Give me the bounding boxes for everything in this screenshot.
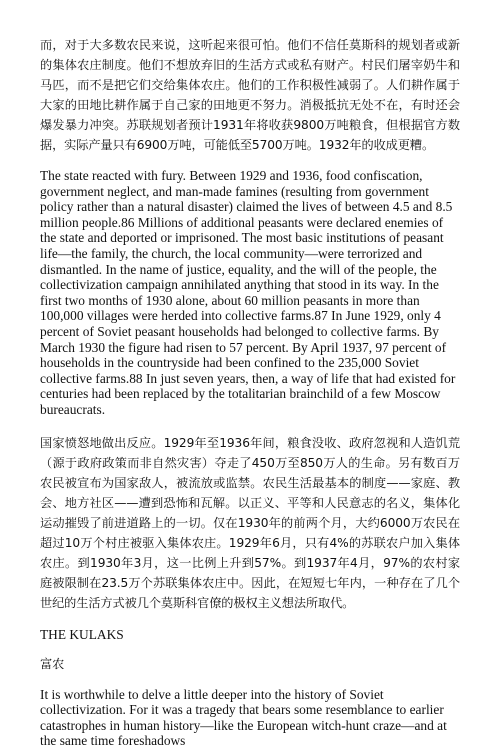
document-page [40,0,460,749]
paragraph-zh-1: 而，对于大多数农民来说，这听起来很可怕。他们不信任莫斯科的规划者或新的集体农庄制度。他们不想放弃旧的生活方式或私有财产。村民们屠宰奶牛和马匹，而不是把它们交给集体农庄。他们的工作积极性减弱了。人们耕作属于大家的田地比耕作属于自己家的田地更不努力。消极抵抗无处不在，有时还会爆发暴力冲突。苏联规划者预计1931年将收获9800万吨粮食，但根据官方数据，实际产量只有6900万吨，可能低至5700万吨。1932年的收成更糟。 [40,38,460,152]
section-heading-zh: 富农 [40,656,65,671]
paragraph-en-2: It is worthwhile to delve a little deeper into the history of Soviet collectivization. For it was a tragedy that bears some resemblance to earlier catastrophes in human history—like the European witch-hunt craze—and at the same time foreshadows [40,686,447,749]
section-heading-en: THE KULAKS [40,626,124,642]
paragraph-en-1: The state reacted with fury. Between 1929 and 1936, food confiscation, government neglect, and man-made famines (resulting from government policy rather than a natural disaster) claimed the lives of between 4.5 and 8.5 million people.86 Millions of additional peasants were declared enemies of the state and deported or imprisoned. The most basic institutions of peasant life—the family, the church, the local community—were terrorized and dismantled. In the name of justice, equality, and the will of the people, the collectivization campaign annihilated anything that stood in its way. In the first two months of 1930 alone, about 60 million peasants in more than 100,000 villages were herded into collective farms.87 In June 1929, only 4 percent of Soviet peasant households had belonged to collective farms. By March 1930 the figure had risen to 57 percent. By April 1937, 97 percent of households in the countryside had been confined to the 235,000 Soviet collective farms.88 In just seven years, then, a way of life that had existed for centuries had been replaced by the totalitarian brainchild of a few Moscow bureaucrats. [40,168,456,417]
paragraph-zh-2: 国家愤怒地做出反应。1929年至1936年间，粮食没收、政府忽视和人造饥荒（源于政府政策而非自然灾害）夺走了450万至850万人的生命。另有数百万农民被宣布为国家敌人，被流放或监禁。农民生活最基本的制度——家庭、教会、地方社区——遭到恐怖和瓦解。以正义、平等和人民意志的名义，集体化运动摧毁了前进道路上的一切。仅在1930年的前两个月，大约6000万农民在超过10万个村庄被驱入集体农庄。1929年6月，只有4%的苏联农户加入集体农庄。到1930年3月，这一比例上升到57%。到1937年4月，97%的农村家庭被限制在23.5万个苏联集体农庄中。因此，在短短七年内，一种存在了几个世纪的生活方式被几个莫斯科官僚的极权主义想法所取代。 [40,435,460,610]
